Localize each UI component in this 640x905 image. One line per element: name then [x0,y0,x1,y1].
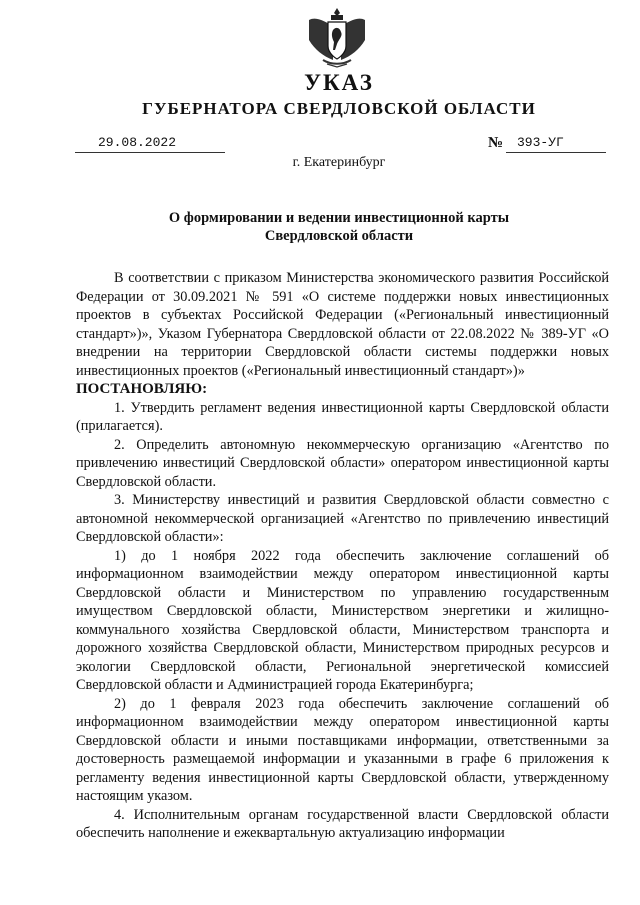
document-title-line-2: Свердловской области [264,228,414,244]
preamble: В соответствии с приказом Министерства экономического развития Российской Федерации от 30.09.2021 № 591 «О системе поддержки новых инвестиционных проектов в субъектах Российской Федерации («Региональный инвестиционный стандарт»)», Указом Губернатора Свердловской области от 22.08.2022 № 389-УГ «О внедрении на территории Свердловской области системы поддержки новых инвестиционных проектов («Региональный инвестиционный стандарт»)» [76,270,609,379]
decree-number: 393-УГ [517,135,564,150]
decree-title: УКАЗ [304,70,374,95]
coat-of-arms-emblem [303,6,371,68]
date-underline [75,152,225,153]
number-underline [506,152,606,153]
item-1: 1. Утвердить регламент ведения инвестиционной карты Свердловской области (прилагается). [76,399,609,434]
city: г. Екатеринбург [292,155,386,170]
decree-issuer: ГУБЕРНАТОРА СВЕРДЛОВСКОЙ ОБЛАСТИ [142,99,536,118]
document-title [0,209,640,245]
number-sign: № [488,135,504,151]
decree-word: ПОСТАНОВЛЯЮ: [76,381,208,397]
document-title-line-1: О формировании и ведении инвестиционной карты [168,210,510,226]
item-3: 3. Министерству инвестиций и развития Свердловской области совместно с автономной некоммерческой организацией «Агентство по привлечению инвестиций Свердловской области»: [76,492,609,545]
item-2: 2. Определить автономную некоммерческую организацию «Агентство по привлечению инвестиций Свердловской области» оператором инвестиционной карты Свердловской области. [76,436,609,490]
document-body [76,269,609,843]
decree-date: 29.08.2022 [98,135,177,150]
item-4: 4. Исполнительным органам государственной власти Свердловской области обеспечить наполнение и ежеквартальную актуализацию информации [76,806,609,841]
item-3-1: 1) до 1 ноября 2022 года обеспечить заключение соглашений об информационном взаимодействии между оператором инвестиционной карты Свердловской области и Министерством по управлению государственным имуществом Свердловской области, Министерством энергетики и жилищно-коммунального хозяйства Свердловской области, Министерством транспорта и дорожного хозяйства Свердловской области, Министерством природных ресурсов и экологии Свердловской области, Региональной энергетической комиссией Свердловской области и Администрацией города Екатеринбурга; [76,547,609,693]
item-3-2: 2) до 1 февраля 2023 года обеспечить заключение соглашений об информационном взаимодействии между оператором инвестиционной карты Свердловской области и иными поставщиками информации, ответственными за достоверность размещаемой информации и указанными в графе 6 приложения к регламенту ведения инвестиционной карты Свердловской области, утвержденному настоящим указом. [76,695,609,804]
